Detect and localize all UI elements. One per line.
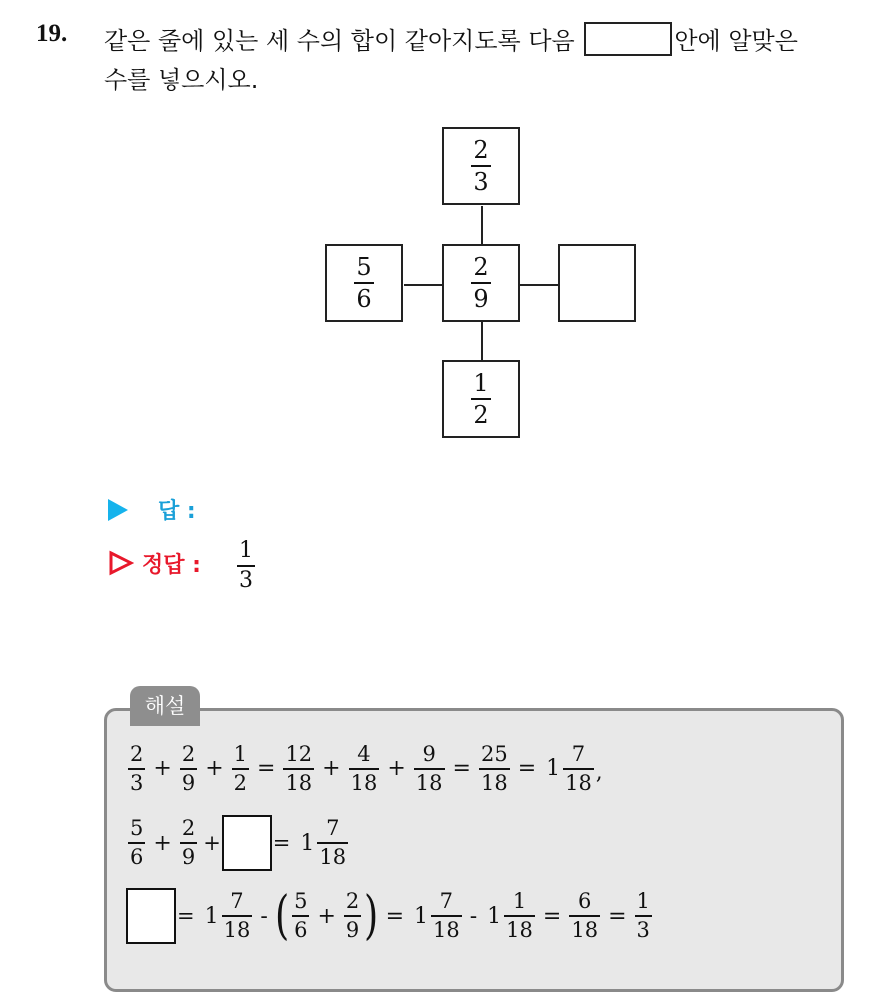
numerator: 9 bbox=[422, 742, 436, 766]
denominator: 3 bbox=[130, 770, 144, 795]
answer-row bbox=[108, 494, 196, 525]
numerator: 5 bbox=[294, 889, 308, 914]
denominator: 18 bbox=[480, 770, 508, 795]
numerator: 25 bbox=[480, 742, 508, 766]
numerator: 1 bbox=[239, 538, 253, 563]
answer-label: 답 : bbox=[158, 499, 196, 524]
denominator: 3 bbox=[239, 567, 253, 593]
denominator: 2 bbox=[473, 400, 489, 429]
equals-sign: = bbox=[272, 831, 291, 855]
explanation-tag: 해설 bbox=[130, 686, 200, 726]
numerator: 2 bbox=[473, 253, 489, 282]
denominator: 9 bbox=[181, 844, 196, 869]
equals-sign: = bbox=[177, 904, 195, 928]
whole-number: 1 bbox=[204, 903, 219, 929]
question-text-b: 안에 알맞은 bbox=[674, 27, 798, 55]
denominator: 9 bbox=[181, 770, 196, 795]
question-number: 19. bbox=[36, 20, 68, 47]
connector-left bbox=[404, 284, 442, 286]
numerator: 2 bbox=[345, 889, 360, 914]
denominator: 6 bbox=[130, 844, 144, 869]
denominator: 2 bbox=[233, 770, 247, 795]
numerator: 1 bbox=[512, 889, 527, 914]
denominator: 18 bbox=[319, 844, 347, 869]
correct-answer-label: 정답 : bbox=[142, 553, 201, 578]
numerator: 5 bbox=[130, 816, 144, 841]
denominator: 18 bbox=[565, 770, 592, 795]
connector-top bbox=[481, 206, 483, 244]
denominator: 6 bbox=[356, 284, 372, 313]
minus-sign: - bbox=[469, 903, 478, 929]
box-right-blank[interactable] bbox=[558, 244, 636, 322]
numerator: 4 bbox=[357, 742, 371, 766]
numerator: 5 bbox=[356, 253, 372, 282]
denominator: 3 bbox=[473, 167, 489, 196]
denominator: 9 bbox=[473, 284, 489, 313]
box-left bbox=[325, 244, 403, 322]
numerator: 1 bbox=[473, 369, 489, 398]
denominator: 18 bbox=[415, 770, 443, 795]
numerator: 12 bbox=[285, 742, 313, 766]
equals-sign: = bbox=[385, 903, 404, 929]
whole-number: 1 bbox=[546, 756, 561, 782]
numerator: 1 bbox=[233, 742, 247, 766]
denominator: 3 bbox=[636, 917, 650, 942]
whole-number: 1 bbox=[414, 903, 428, 929]
equation-1 bbox=[126, 744, 603, 794]
denominator: 18 bbox=[350, 770, 378, 795]
connector-right bbox=[520, 284, 558, 286]
left-paren: ( bbox=[274, 886, 290, 946]
whole-number: 1 bbox=[487, 903, 502, 929]
plus-sign: + bbox=[317, 903, 336, 929]
denominator: 18 bbox=[506, 917, 533, 942]
whole-number: 1 bbox=[300, 830, 315, 856]
right-paren: ) bbox=[364, 886, 379, 946]
denominator: 18 bbox=[285, 770, 313, 795]
comma: , bbox=[595, 759, 603, 784]
equals-sign: = bbox=[542, 903, 562, 929]
numerator: 7 bbox=[439, 889, 454, 914]
numerator: 7 bbox=[326, 816, 340, 841]
plus-sign: + bbox=[387, 756, 406, 782]
numerator: 2 bbox=[181, 816, 196, 841]
denominator: 18 bbox=[223, 917, 251, 942]
equals-sign: = bbox=[452, 756, 471, 782]
denominator: 6 bbox=[294, 917, 308, 942]
numerator: 7 bbox=[230, 889, 244, 914]
plus-sign: + bbox=[153, 756, 172, 782]
plus-sign: + bbox=[153, 830, 172, 856]
numerator: 6 bbox=[578, 889, 592, 914]
numerator: 2 bbox=[473, 136, 489, 165]
unknown-box bbox=[222, 815, 272, 871]
correct-answer-value bbox=[237, 540, 255, 592]
denominator: 18 bbox=[571, 917, 599, 942]
equals-sign: = bbox=[608, 903, 627, 929]
equals-sign: = bbox=[257, 756, 276, 782]
box-top bbox=[442, 127, 520, 205]
plus-sign: + bbox=[203, 831, 221, 855]
box-center bbox=[442, 244, 520, 322]
numerator: 2 bbox=[181, 742, 196, 766]
unknown-box bbox=[126, 888, 176, 944]
question-line-2: 수를 넣으시오. bbox=[104, 66, 259, 94]
numerator: 2 bbox=[130, 742, 144, 766]
minus-sign: - bbox=[260, 903, 268, 929]
connector-bottom bbox=[481, 322, 483, 360]
equation-3 bbox=[126, 888, 654, 944]
plus-sign: + bbox=[205, 756, 224, 782]
correct-answer-row bbox=[108, 548, 201, 579]
triangle-outline-icon bbox=[108, 550, 134, 576]
numerator: 7 bbox=[571, 742, 586, 766]
box-bottom bbox=[442, 360, 520, 438]
denominator: 9 bbox=[345, 917, 360, 942]
triangle-filled-icon bbox=[108, 499, 128, 521]
question-line-1 bbox=[104, 21, 798, 56]
equation-2 bbox=[126, 815, 350, 871]
equals-sign: = bbox=[517, 756, 537, 782]
numerator: 1 bbox=[636, 889, 650, 914]
question-text-a: 같은 줄에 있는 세 수의 합이 같아지도록 다음 bbox=[104, 27, 575, 55]
denominator: 18 bbox=[433, 917, 460, 942]
inline-blank-box bbox=[584, 22, 672, 56]
plus-sign: + bbox=[322, 756, 341, 782]
